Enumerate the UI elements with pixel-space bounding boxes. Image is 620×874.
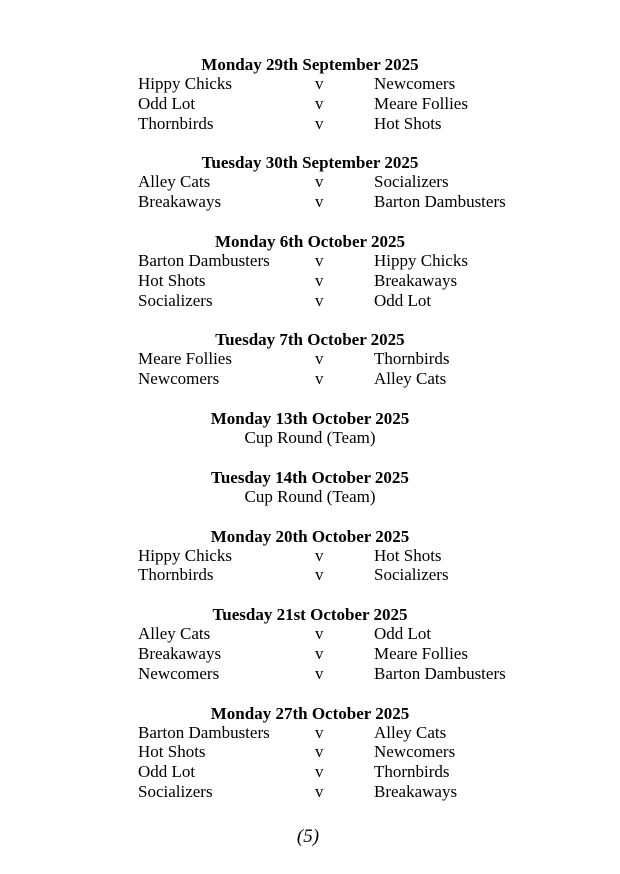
away-team: Thornbirds [374, 349, 450, 369]
fixture-date: Monday 27th October 2025 [210, 703, 410, 723]
fixture-section [0, 55, 620, 133]
fixture-section [0, 232, 620, 310]
home-team: Thornbirds [138, 565, 214, 585]
fixture-row [0, 172, 620, 192]
home-team: Newcomers [138, 369, 220, 389]
versus-mark: v [315, 250, 324, 270]
away-team: Meare Follies [374, 643, 468, 663]
fixture-row [0, 94, 620, 114]
fixture-date: Tuesday 7th October 2025 [215, 330, 405, 350]
fixture-row [0, 369, 620, 389]
fixture-section [0, 704, 620, 802]
away-team: Hot Shots [374, 545, 442, 565]
versus-mark: v [315, 565, 324, 585]
home-team: Alley Cats [138, 172, 211, 192]
fixture-row [0, 624, 620, 644]
home-team: Hippy Chicks [138, 74, 232, 93]
home-team: Barton Dambusters [138, 722, 270, 742]
away-team: Socializers [374, 172, 449, 192]
fixture-row [0, 762, 620, 782]
fixture-list [0, 55, 620, 822]
fixture-row [0, 291, 620, 311]
fixture-row [0, 782, 620, 802]
away-team: Hippy Chicks [374, 250, 468, 270]
home-team: Hippy Chicks [138, 545, 232, 565]
versus-mark: v [315, 624, 324, 644]
fixture-date: Monday 29th September 2025 [201, 55, 419, 74]
versus-mark: v [315, 742, 324, 762]
versus-mark: v [315, 192, 324, 212]
fixture-date: Tuesday 14th October 2025 [211, 467, 409, 487]
versus-mark: v [315, 545, 324, 565]
versus-mark: v [315, 643, 324, 663]
away-team: Socializers [374, 565, 449, 585]
fixture-row [0, 74, 620, 94]
fixture-row [0, 565, 620, 585]
versus-mark: v [315, 270, 324, 290]
fixture-row [0, 349, 620, 369]
fixture-section [0, 605, 620, 683]
fixture-row [0, 742, 620, 762]
fixture-row [0, 664, 620, 684]
versus-mark: v [315, 74, 324, 93]
fixture-row [0, 723, 620, 743]
home-team: Alley Cats [138, 624, 211, 644]
away-team: Meare Follies [374, 93, 468, 113]
fixture-section [0, 330, 620, 389]
fixture-date: Monday 20th October 2025 [210, 526, 410, 546]
fixture-section [0, 527, 620, 586]
home-team: Odd Lot [138, 93, 196, 113]
fixture-date: Tuesday 21st October 2025 [212, 605, 408, 625]
away-team: Barton Dambusters [374, 663, 506, 683]
fixture-row [0, 546, 620, 566]
away-team: Thornbirds [374, 762, 450, 782]
away-team: Odd Lot [374, 290, 432, 310]
fixture-section [0, 153, 620, 212]
fixture-date: Tuesday 30th September 2025 [201, 153, 419, 173]
away-team: Newcomers [374, 74, 456, 93]
away-team: Odd Lot [374, 624, 432, 644]
versus-mark: v [315, 663, 324, 683]
fixture-row [0, 644, 620, 664]
fixture-row [0, 251, 620, 271]
away-team: Barton Dambusters [374, 192, 506, 212]
home-team: Hot Shots [138, 270, 206, 290]
home-team: Breakaways [138, 192, 222, 212]
fixture-row [0, 271, 620, 291]
cup-round-note: Cup Round (Team) [244, 486, 376, 506]
fixture-row [0, 114, 620, 134]
page-number: (5) [296, 826, 320, 847]
fixture-row [0, 192, 620, 212]
versus-mark: v [315, 93, 324, 113]
fixture-section [0, 468, 620, 507]
away-team: Breakaways [374, 270, 458, 290]
home-team: Meare Follies [138, 349, 232, 369]
home-team: Socializers [138, 290, 213, 310]
versus-mark: v [315, 781, 324, 801]
versus-mark: v [315, 762, 324, 782]
away-team: Breakaways [374, 781, 458, 801]
fixture-section [0, 409, 620, 448]
versus-mark: v [315, 113, 324, 133]
cup-round-note: Cup Round (Team) [244, 427, 376, 447]
versus-mark: v [315, 369, 324, 389]
home-team: Socializers [138, 781, 213, 801]
away-team: Alley Cats [374, 369, 447, 389]
away-team: Hot Shots [374, 113, 442, 133]
home-team: Barton Dambusters [138, 250, 270, 270]
away-team: Alley Cats [374, 722, 447, 742]
home-team: Hot Shots [138, 742, 206, 762]
home-team: Breakaways [138, 643, 222, 663]
versus-mark: v [315, 722, 324, 742]
home-team: Odd Lot [138, 762, 196, 782]
home-team: Thornbirds [138, 113, 214, 133]
fixture-date: Monday 13th October 2025 [210, 408, 410, 428]
versus-mark: v [315, 290, 324, 310]
away-team: Newcomers [374, 742, 456, 762]
versus-mark: v [315, 349, 324, 369]
versus-mark: v [315, 172, 324, 192]
fixture-date: Monday 6th October 2025 [215, 231, 405, 251]
home-team: Newcomers [138, 663, 220, 683]
